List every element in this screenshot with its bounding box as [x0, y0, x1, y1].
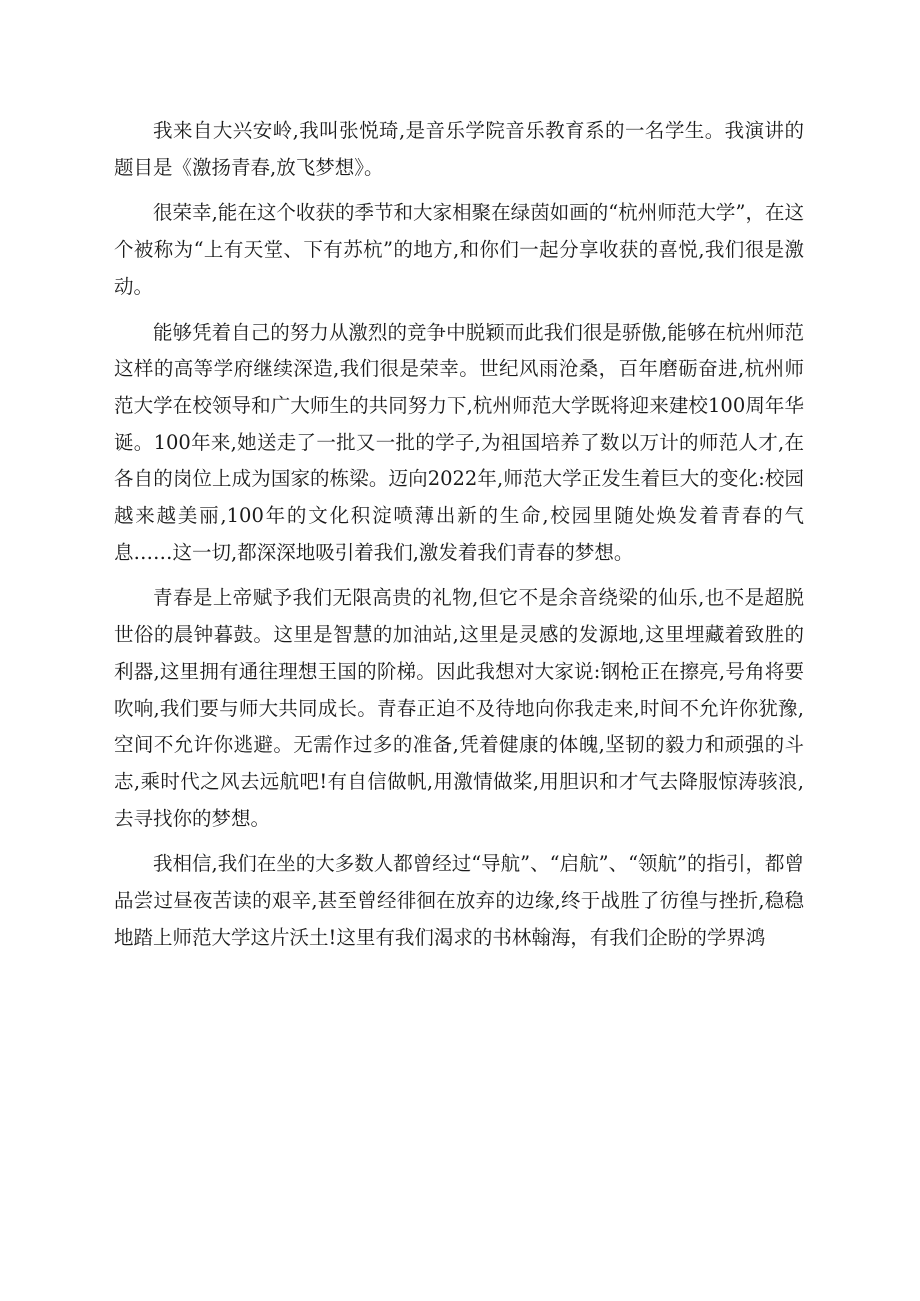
speech-body	[114, 113, 804, 965]
paragraph-honor: 很荣幸,能在这个收获的季节和大家相聚在绿茵如画的“杭州师范大学”，在这个被称为“上有天堂、下有苏杭”的地方,和你们一起分享收获的喜悦,我们很是激动。	[114, 201, 804, 298]
paragraph-belief: 我相信,我们在坐的大多数人都曾经过“导航”、“启航”、“领航”的指引，都曾品尝过昼夜苦读的艰辛,甚至曾经徘徊在放弃的边缘,终于战胜了彷徨与挫折,稳稳地踏上师范大学这片沃土!这里有我们渴求的书林翰海，有我们企盼的学界鸿	[114, 852, 805, 949]
paragraph-intro: 我来自大兴安岭,我叫张悦琦,是音乐学院音乐教育系的一名学生。我演讲的题目是《激扬青春,放飞梦想》。	[114, 119, 804, 179]
paragraph-university: 能够凭着自己的努力从激烈的竞争中脱颖而此我们很是骄傲,能够在杭州师范这样的高等学府继续深造,我们很是荣幸。世纪风雨沧桑，百年磨砺奋进,杭州师范大学在校领导和广大师生的共同努力下,杭州师范大学既将迎来建校100周年华诞。100年来,她送走了一批又一批的学子,为祖国培养了数以万计的师范人才,在各自的岗位上成为国家的栋梁。迈向2022年,师范大学正发生着巨大的变化:校园越来越美丽,100年的文化积淀喷薄出新的生命,校园里随处焕发着青春的气息……这一切,都深深地吸引着我们,激发着我们青春的梦想。	[114, 320, 804, 564]
paragraph-youth: 青春是上帝赋予我们无限高贵的礼物,但它不是余音绕梁的仙乐,也不是超脱世俗的晨钟暮鼓。这里是智慧的加油站,这里是灵感的发源地,这里埋藏着致胜的利器,这里拥有通往理想王国的阶梯。因此我想对大家说:钢枪正在擦亮,号角将要吹响,我们要与师大共同成长。青春正迫不及待地向你我走来,时间不允许你犹豫,空间不允许你逃避。无需作过多的准备,凭着健康的体魄,坚韧的毅力和顽强的斗志,乘时代之风去远航吧!有自信做帆,用激情做桨,用胆识和才气去降服惊涛骇浪,去寻找你的梦想。	[114, 586, 804, 830]
